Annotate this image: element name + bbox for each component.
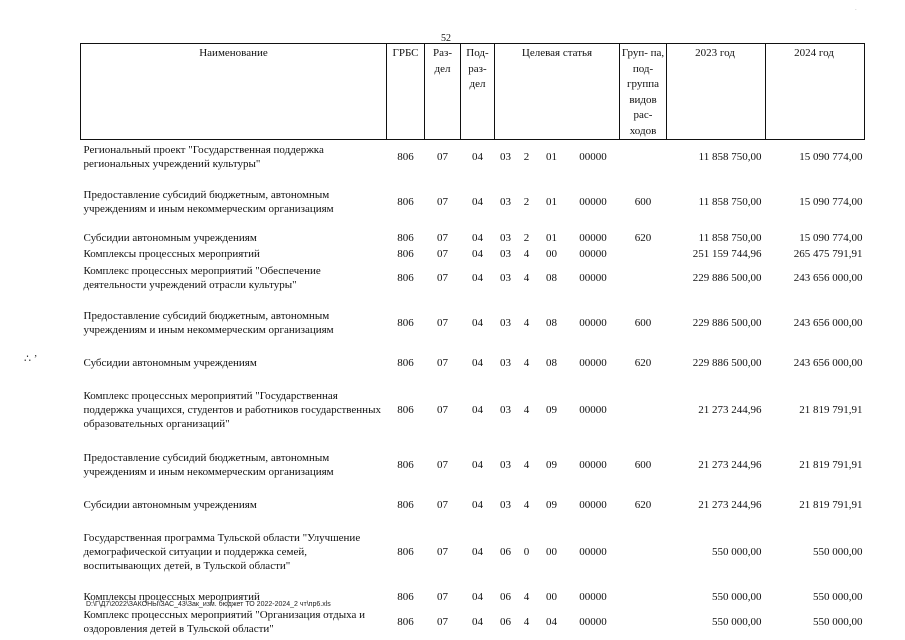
table-row: [81, 230, 865, 247]
row-name: Комплексы процессных мероприятий: [83, 590, 260, 603]
row-name: Комплексы процессных мероприятий: [83, 247, 260, 260]
row-spacer: [81, 517, 865, 525]
row-target-type: 2: [523, 150, 530, 163]
table-header: [81, 44, 865, 140]
row-amount-2024: 15 090 774,00: [799, 232, 863, 244]
row-amount-2023: 251 159 744,96: [692, 247, 762, 260]
row-amount-2024: 15 090 774,00: [799, 150, 863, 163]
row-target-program: 03: [500, 498, 511, 511]
row-target-program: 03: [500, 247, 511, 260]
row-name: Предоставление субсидий бюджетным, автономным учреждениям и иным некоммерческим организациям: [83, 451, 334, 478]
row-razdel: 07: [437, 615, 448, 628]
col-header-target: Целевая статья: [495, 44, 620, 140]
table-row: [81, 525, 865, 579]
row-podrazdel: 04: [472, 195, 483, 208]
row-spacer-cell: [81, 295, 865, 303]
row-expense-group: 600: [634, 195, 652, 208]
row-expense-group: 620: [634, 356, 652, 369]
row-spacer: [81, 579, 865, 587]
row-expense-group: [620, 607, 667, 637]
row-amount-2023: 229 886 500,00: [692, 316, 762, 329]
row-podrazdel: 04: [472, 545, 483, 558]
row-target-program: 06: [500, 545, 511, 558]
table-row: [81, 261, 865, 295]
row-target-direction: 00000: [579, 458, 607, 471]
row-target-type: 2: [523, 232, 530, 244]
row-razdel: 07: [437, 403, 448, 416]
table-row: [81, 351, 865, 375]
row-podrazdel: 04: [472, 271, 483, 284]
row-target-program: 03: [500, 458, 511, 471]
row-name: Предоставление субсидий бюджетным, автономным учреждениям и иным некоммерческим организациям: [83, 309, 334, 336]
row-expense-group: 600: [634, 458, 652, 471]
row-razdel: 07: [437, 545, 448, 558]
row-spacer-cell: [81, 222, 865, 230]
row-expense-group: [620, 140, 667, 174]
row-amount-2024: 21 819 791,91: [799, 458, 863, 471]
row-amount-2023: 11 858 750,00: [698, 232, 762, 244]
row-target-direction: 00000: [579, 150, 607, 163]
row-target-type: 4: [523, 271, 530, 284]
row-target-event: 08: [546, 356, 557, 369]
row-target-event: 09: [546, 498, 557, 511]
row-target-event: 08: [546, 271, 557, 284]
row-grbs: 806: [397, 150, 414, 163]
row-target-program: 03: [500, 403, 511, 416]
row-target-event: 09: [546, 458, 557, 471]
table-row: [81, 247, 865, 261]
col-header-razdel: Раз- дел: [425, 44, 461, 140]
row-razdel: 07: [437, 458, 448, 471]
row-grbs: 806: [397, 545, 414, 558]
row-target-program: 03: [500, 232, 511, 244]
row-amount-2023: 550 000,00: [712, 590, 762, 603]
row-target-direction: 00000: [579, 247, 607, 260]
row-target-event: 01: [546, 150, 557, 163]
row-target-event: 08: [546, 316, 557, 329]
row-expense-group: [620, 247, 667, 261]
row-name: Субсидии автономным учреждениям: [83, 232, 257, 244]
row-target-event: 01: [546, 232, 557, 244]
row-spacer: [81, 485, 865, 493]
row-target-type: 4: [523, 247, 530, 260]
row-grbs: 806: [397, 590, 414, 603]
table-row: [81, 383, 865, 437]
row-expense-group: 620: [634, 498, 652, 511]
row-grbs: 806: [397, 615, 414, 628]
row-podrazdel: 04: [472, 232, 483, 244]
row-target-program: 03: [500, 195, 511, 208]
row-razdel: 07: [437, 590, 448, 603]
row-razdel: 07: [437, 150, 448, 163]
row-target-direction: 00000: [579, 316, 607, 329]
row-name: Субсидии автономным учреждениям: [83, 356, 257, 369]
row-target-direction: 00000: [579, 232, 607, 244]
row-target-type: 4: [523, 403, 530, 416]
row-expense-group: [620, 587, 667, 607]
row-amount-2024: 21 819 791,91: [799, 403, 863, 416]
row-podrazdel: 04: [472, 316, 483, 329]
budget-table: [80, 43, 865, 637]
row-amount-2024: 243 656 000,00: [793, 316, 863, 329]
row-target-program: 03: [500, 356, 511, 369]
file-path-footer: D:\Г\Д7\2022\ЗАКОНЫ\ЗАС_43\Зак_изм. бюджет ТО 2022-2024_2 чт\пр6.xls: [86, 601, 331, 608]
row-podrazdel: 04: [472, 247, 483, 260]
row-target-program: 03: [500, 271, 511, 284]
row-razdel: 07: [437, 316, 448, 329]
row-target-program: 06: [500, 615, 511, 628]
row-target-program: 03: [500, 150, 511, 163]
row-expense-group: [620, 261, 667, 295]
row-name: Комплекс процессных мероприятий "Обеспечение деятельности учреждений отрасли культуры": [83, 264, 321, 291]
row-target-event: 01: [546, 195, 557, 208]
row-amount-2023: 229 886 500,00: [692, 271, 762, 284]
row-amount-2024: 550 000,00: [813, 545, 863, 558]
row-name: Комплекс процессных мероприятий "Организация отдыха и оздоровления детей в Тульской области": [83, 608, 366, 635]
corner-tick: `: [854, 8, 857, 16]
row-target-direction: 00000: [579, 615, 607, 628]
row-spacer: [81, 295, 865, 303]
row-expense-group: [620, 383, 667, 437]
row-spacer-cell: [81, 485, 865, 493]
table-row: [81, 182, 865, 222]
row-name: Региональный проект "Государственная поддержка региональных учреждений культуры": [83, 143, 324, 170]
row-target-event: 00: [546, 247, 557, 260]
row-expense-group: 600: [634, 316, 652, 329]
row-target-type: 0: [523, 545, 530, 558]
row-amount-2024: 243 656 000,00: [793, 271, 863, 284]
row-amount-2024: 243 656 000,00: [793, 356, 863, 369]
row-amount-2023: 11 858 750,00: [698, 150, 762, 163]
row-grbs: 806: [397, 403, 414, 416]
row-spacer-cell: [81, 437, 865, 445]
row-amount-2023: 21 273 244,96: [698, 458, 762, 471]
row-target-event: 00: [546, 545, 557, 558]
row-target-direction: 00000: [579, 498, 607, 511]
row-spacer: [81, 437, 865, 445]
row-amount-2023: 21 273 244,96: [698, 498, 762, 511]
row-amount-2023: 11 858 750,00: [698, 195, 762, 208]
table-row: [81, 607, 865, 637]
margin-mark: ∴ ’: [24, 353, 38, 365]
row-podrazdel: 04: [472, 498, 483, 511]
row-amount-2023: 21 273 244,96: [698, 403, 762, 416]
row-target-direction: 00000: [579, 195, 607, 208]
row-razdel: 07: [437, 247, 448, 260]
row-podrazdel: 04: [472, 403, 483, 416]
col-header-name: Наименование: [81, 44, 387, 140]
row-razdel: 07: [437, 232, 448, 244]
row-grbs: 806: [397, 316, 414, 329]
row-spacer-cell: [81, 375, 865, 383]
row-amount-2023: 550 000,00: [712, 545, 762, 558]
col-header-grbs: ГРБС: [387, 44, 425, 140]
row-expense-group: 620: [634, 232, 652, 244]
row-target-type: 4: [523, 316, 530, 329]
col-header-group: Груп- па, под- группа видов рас- ходов: [620, 44, 667, 140]
row-target-program: 03: [500, 316, 511, 329]
row-name: Субсидии автономным учреждениям: [83, 498, 257, 511]
row-grbs: 806: [397, 271, 414, 284]
row-spacer: [81, 343, 865, 351]
row-grbs: 806: [397, 247, 414, 260]
row-grbs: 806: [397, 458, 414, 471]
row-podrazdel: 04: [472, 590, 483, 603]
table-body: [81, 140, 865, 637]
row-target-direction: 00000: [579, 545, 607, 558]
row-target-event: 00: [546, 590, 557, 603]
row-target-direction: 00000: [579, 271, 607, 284]
row-razdel: 07: [437, 271, 448, 284]
row-spacer: [81, 375, 865, 383]
row-razdel: 07: [437, 498, 448, 511]
row-grbs: 806: [397, 195, 414, 208]
row-podrazdel: 04: [472, 458, 483, 471]
row-razdel: 07: [437, 195, 448, 208]
row-name: Предоставление субсидий бюджетным, автономным учреждениям и иным некоммерческим организациям: [83, 188, 334, 215]
row-target-event: 04: [546, 615, 557, 628]
row-podrazdel: 04: [472, 615, 483, 628]
row-target-program: 06: [500, 590, 511, 603]
row-spacer-cell: [81, 579, 865, 587]
row-spacer-cell: [81, 174, 865, 182]
row-target-direction: 00000: [579, 356, 607, 369]
table-row: [81, 140, 865, 174]
table-row: [81, 303, 865, 343]
row-amount-2024: 21 819 791,91: [799, 498, 863, 511]
table-row: [81, 493, 865, 517]
row-amount-2023: 550 000,00: [712, 615, 762, 628]
row-target-direction: 00000: [579, 590, 607, 603]
row-target-type: 4: [523, 615, 530, 628]
row-amount-2024: 15 090 774,00: [799, 195, 863, 208]
row-spacer-cell: [81, 343, 865, 351]
row-target-type: 4: [523, 356, 530, 369]
row-target-type: 2: [523, 195, 530, 208]
row-spacer-cell: [81, 517, 865, 525]
row-amount-2024: 550 000,00: [813, 615, 863, 628]
col-header-2024: 2024 год: [766, 44, 865, 140]
row-grbs: 806: [397, 498, 414, 511]
row-grbs: 806: [397, 232, 414, 244]
row-amount-2024: 265 475 791,91: [793, 247, 863, 260]
col-header-2023: 2023 год: [667, 44, 766, 140]
row-target-type: 4: [523, 458, 530, 471]
row-name: Государственная программа Тульской области "Улучшение демографической ситуации и поддержка семей, воспитывающих детей, в Тульской области": [83, 531, 361, 572]
row-razdel: 07: [437, 356, 448, 369]
row-amount-2023: 229 886 500,00: [692, 356, 762, 369]
row-target-direction: 00000: [579, 403, 607, 416]
row-podrazdel: 04: [472, 150, 483, 163]
row-spacer: [81, 174, 865, 182]
row-expense-group: [620, 525, 667, 579]
row-podrazdel: 04: [472, 356, 483, 369]
row-target-type: 4: [523, 498, 530, 511]
row-target-event: 09: [546, 403, 557, 416]
row-name: Комплекс процессных мероприятий "Государственная поддержка учащихся, студентов и работников государственных образовательных организаций": [83, 389, 381, 430]
col-header-podrazdel: Под- раз- дел: [461, 44, 495, 140]
row-spacer: [81, 222, 865, 230]
row-grbs: 806: [397, 356, 414, 369]
page-number: 52: [441, 33, 451, 44]
row-target-type: 4: [523, 590, 530, 603]
row-amount-2024: 550 000,00: [813, 590, 863, 603]
table-row: [81, 445, 865, 485]
